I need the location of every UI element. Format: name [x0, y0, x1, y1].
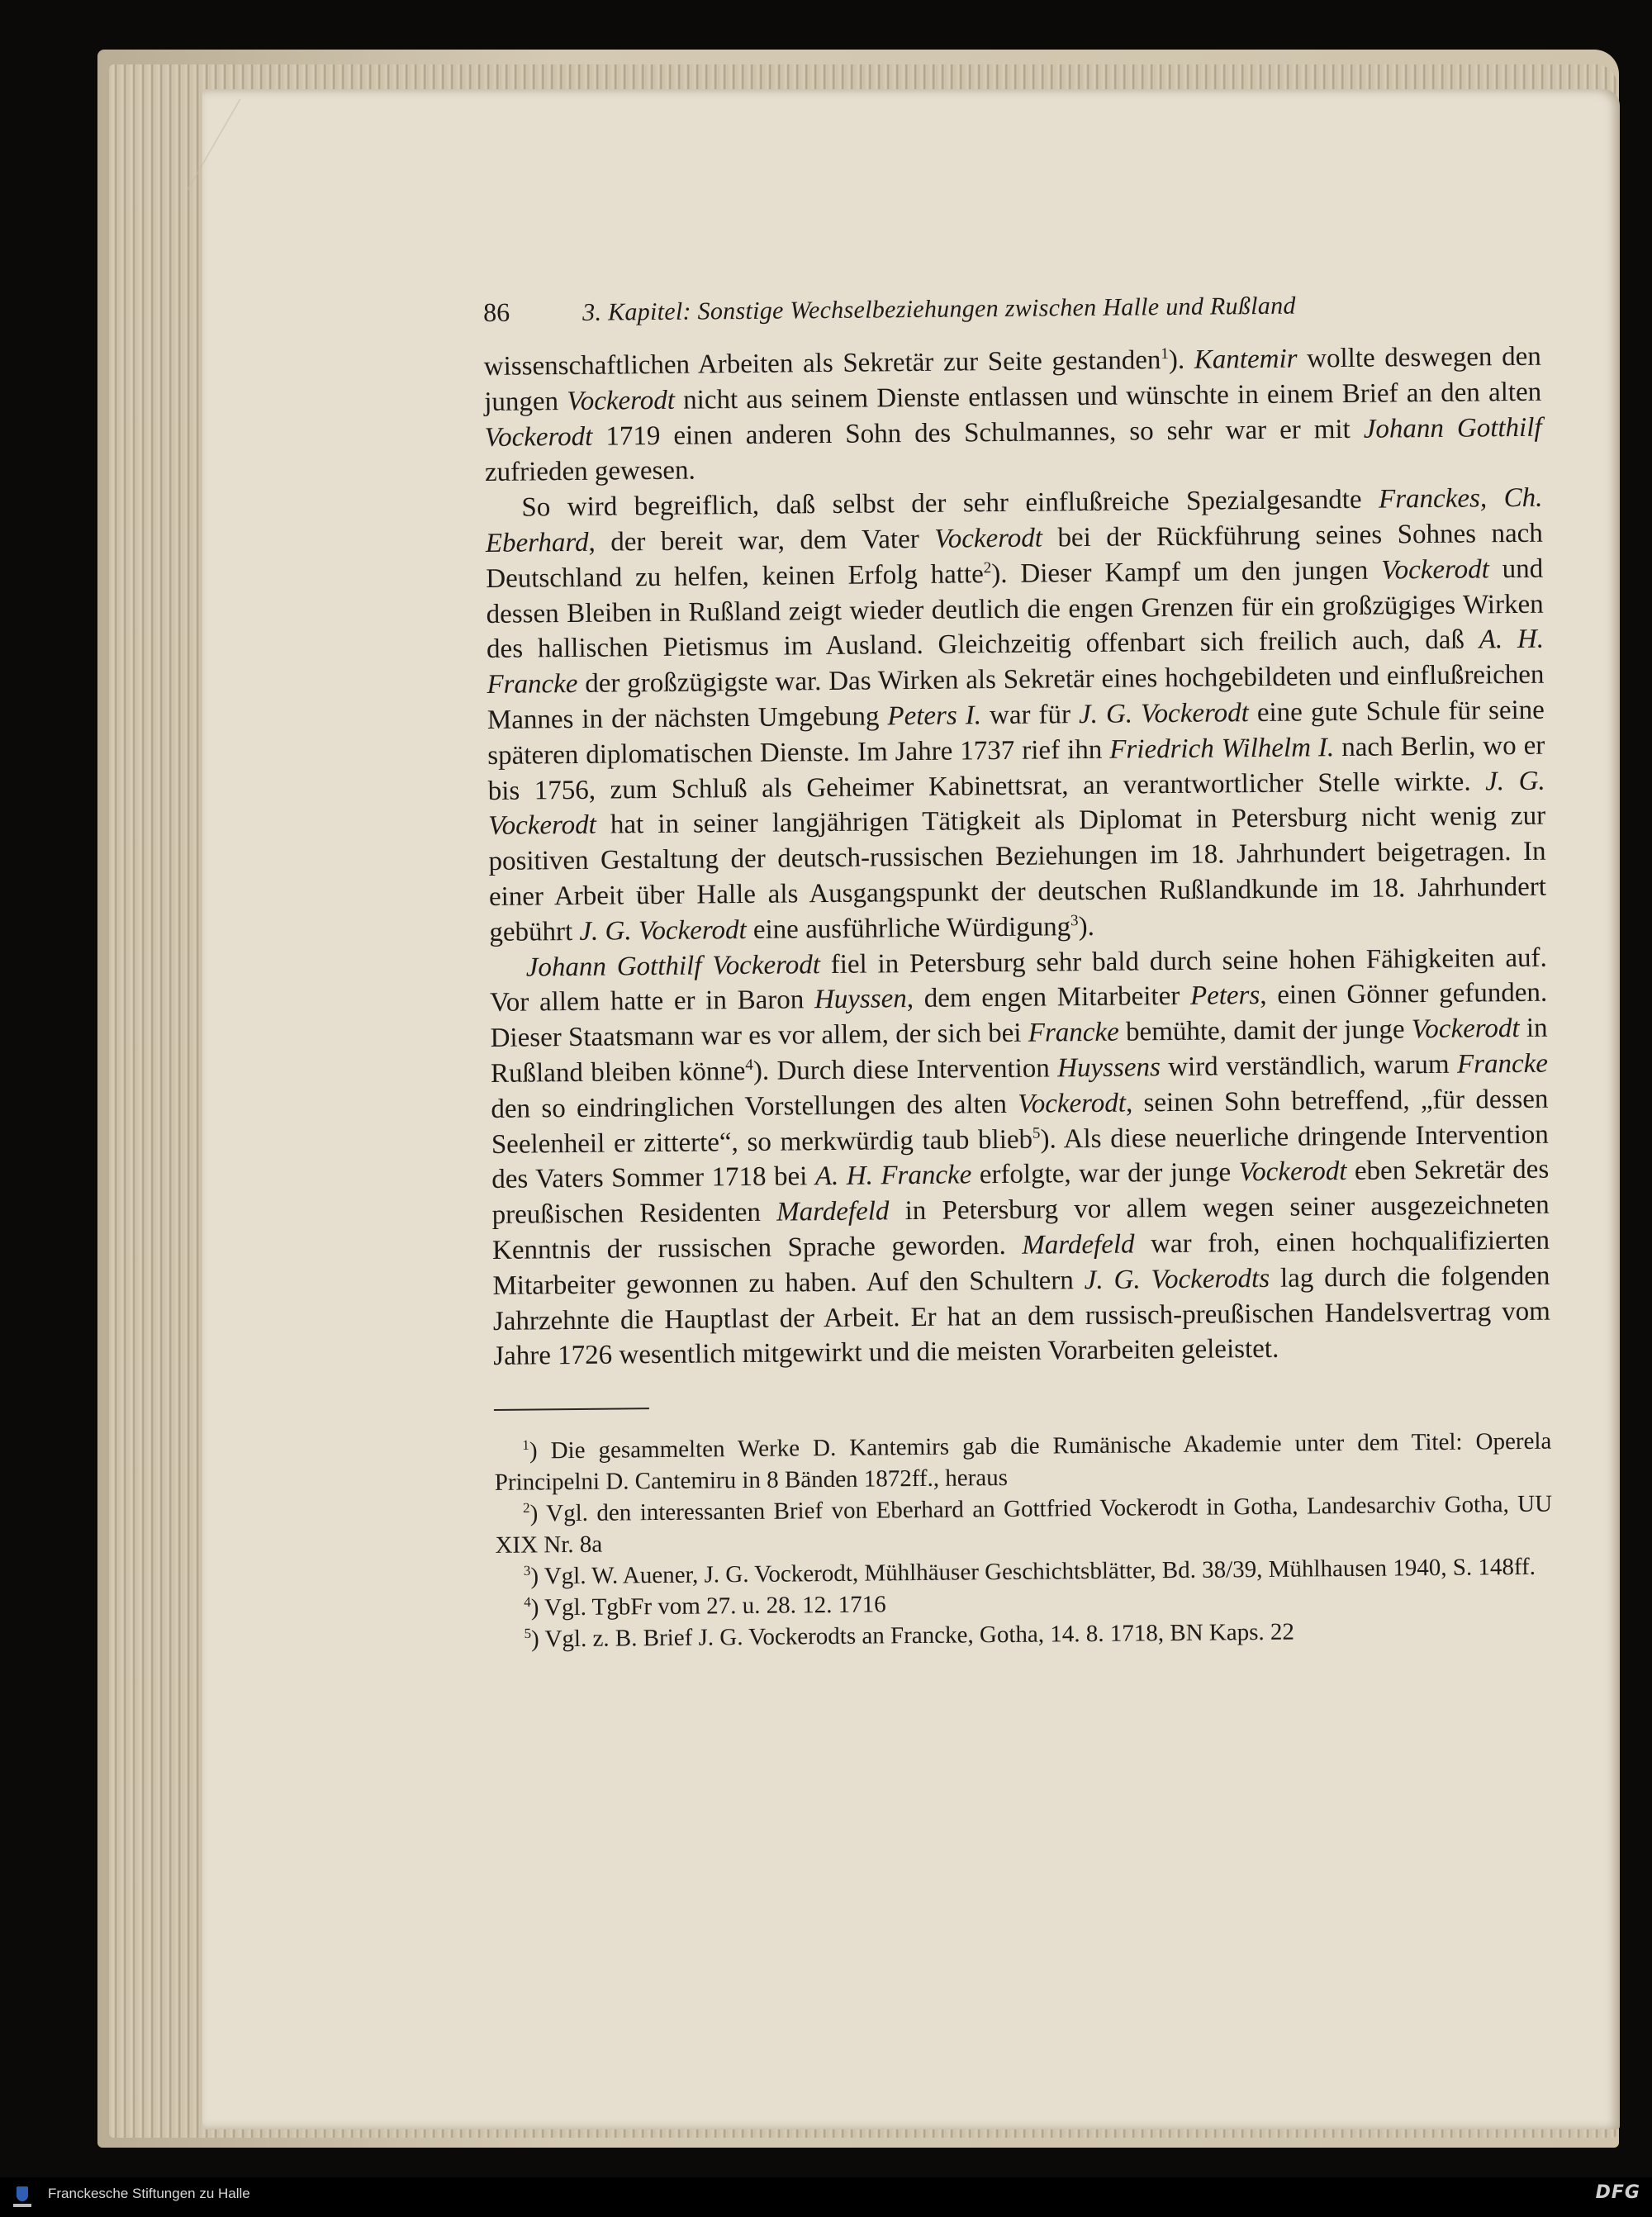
- italic-name: Franckes, Ch. Eberhard: [485, 482, 1543, 558]
- text-run: So wird begreiflich, daß selbst der sehr einflußreiche Spezialgesandte: [521, 484, 1379, 523]
- italic-name: Johann Gotthilf Vockerodt: [525, 949, 821, 983]
- italic-name: Mardefeld: [1022, 1229, 1135, 1260]
- text-run: erfolgte, war der junge: [971, 1157, 1239, 1190]
- italic-name: Vockerodt: [1238, 1156, 1347, 1188]
- text-run: 1719 einen anderen Sohn des Schulmannes, so sehr war er mit: [592, 414, 1364, 452]
- text-run: eine ausführliche Würdigung: [746, 911, 1071, 945]
- text-run: nicht aus seinem Dienste entlassen und wünschte in einem Brief an den alten: [674, 377, 1542, 415]
- italic-name: A. H. Francke: [487, 624, 1545, 700]
- text-run: ). Durch diese Intervention: [752, 1053, 1058, 1086]
- italic-name: Vockerodt: [934, 523, 1043, 554]
- paragraph: [484, 339, 1543, 491]
- text-run: fiel in Petersburg sehr bald durch seine hohen Fähigkeiten auf. Vor allem hatte er in Baron: [490, 942, 1547, 1018]
- text-run: zufrieden gewesen.: [484, 455, 695, 488]
- text-run: hat in seiner langjährigen Tätigkeit als Diplomat in Petersburg nicht wenig zur positiven Gestaltung der deutsch-russischen Beziehungen im 18. Jahrhundert beigetragen. In einer Arbeit über Halle als Ausgangspunkt der deutschen Rußlandkunde im 18. Jahrhundert gebührt: [488, 801, 1547, 947]
- library-crest-icon: [10, 2181, 35, 2212]
- italic-name: Vockerodt: [1411, 1014, 1520, 1045]
- italic-name: Friedrich Wilhelm I.: [1109, 732, 1335, 765]
- footnote-number: 2: [522, 1499, 530, 1517]
- body-text: [484, 339, 1551, 1374]
- text-run: war froh, einen hochqualifizierten Mitarbeiter gewonnen zu haben. Auf den Schultern: [492, 1225, 1550, 1301]
- text-run: wollte deswegen den jungen: [484, 341, 1541, 417]
- italic-name: Vockerodt: [1380, 554, 1490, 586]
- text-run: nach Berlin, wo er bis 1756, zum Schluß als Geheimer Kabinettsrat, an verantwortlicher Stelle wirkte.: [487, 730, 1545, 806]
- text-run: ). Dieser Kampf um den jungen: [991, 555, 1382, 589]
- text-run: und dessen Bleiben in Rußland zeigt wieder deutlich die engen Grenzen für ein großzügiges Wirken des hallischen Pietismus im Ausland. Gleichzeitig offenbart sich freilich auch, daß: [486, 553, 1544, 665]
- italic-name: Vockerodt: [484, 421, 593, 453]
- text-run: wird verständlich, warum: [1160, 1049, 1458, 1083]
- text-run: bei der Rückführung seines Sohnes nach Deutschland zu helfen, keinen Erfolg hatte: [486, 518, 1543, 594]
- library-name: Franckesche Stiftungen zu Halle: [48, 2186, 250, 2201]
- footnote-text: ) Vgl. z. B. Brief J. G. Vockerodts an Francke, Gotha, 14. 8. 1718, BN Kaps. 22: [530, 1618, 1295, 1653]
- text-run: war für: [980, 700, 1080, 731]
- italic-name: J. G. Vockerodt: [1078, 698, 1249, 730]
- footnote: [494, 1426, 1552, 1498]
- text-run: wissenschaftlichen Arbeiten als Sekretär zur Seite gestanden: [483, 345, 1161, 382]
- paragraph: [485, 481, 1546, 951]
- italic-name: Vockerodt: [567, 385, 676, 416]
- paragraph: [490, 940, 1551, 1374]
- footnote-text: ) Vgl. W. Auener, J. G. Vockerodt, Mühlhäuser Geschichtsblätter, Bd. 38/39, Mühlhausen 1940, S. 148ff.: [530, 1553, 1536, 1590]
- footnote-marker: 5: [1032, 1124, 1041, 1142]
- footnote-marker: 2: [983, 558, 992, 577]
- text-run: ). Als diese neuerliche dringende Intervention des Vaters Sommer 1718 bei: [491, 1119, 1549, 1195]
- page-number: 86: [483, 297, 510, 327]
- text-run: ).: [1168, 344, 1194, 376]
- text-run: ).: [1078, 911, 1095, 942]
- italic-name: J. G. Vockerodts: [1084, 1263, 1270, 1295]
- text-run: den so eindringlichen Vorstellungen des alten: [491, 1089, 1018, 1124]
- footnote-number: 4: [524, 1593, 531, 1611]
- italic-name: Francke: [1456, 1048, 1549, 1080]
- text-run: in Rußland bleiben könne: [490, 1013, 1548, 1089]
- text-run: eine gute Schule für seine späteren diplomatischen Dienste. Im Jahre 1737 rief ihn: [487, 695, 1545, 771]
- italic-name: J. G. Vockerodt: [579, 914, 747, 947]
- footnote-text: ) Vgl. TgbFr vom 27. u. 28. 12. 1716: [530, 1591, 886, 1621]
- footnotes: [494, 1426, 1553, 1655]
- footnote-marker: 4: [745, 1056, 753, 1074]
- text-block: [483, 287, 1554, 1655]
- text-run: , einen Gönner gefunden. Dieser Staatsmann war es vor allem, der sich bei: [490, 978, 1548, 1054]
- text-run: der großzügigste war. Das Wirken als Sekretär eines hochgebildeten und einflußreichen Mannes in der nächsten Umgebung: [487, 659, 1545, 735]
- running-head-title: 3. Kapitel: Sonstige Wechselbeziehungen zwischen Halle und Rußland: [582, 292, 1296, 326]
- footnote-marker: 3: [1070, 911, 1079, 929]
- text-run: in Petersburg vor allem wegen seiner ausgezeichneten Kenntnis der russischen Sprache geworden.: [491, 1189, 1550, 1265]
- text-run: bemühte, damit der junge: [1118, 1014, 1412, 1047]
- italic-name: Francke: [1028, 1017, 1119, 1048]
- italic-name: Kantemir: [1194, 344, 1298, 375]
- text-run: lag durch die folgenden Jahrzehnte die Hauptlast der Arbeit. Er hat an dem russisch-preußischen Handelsvertrag vom Jahre 1726 wesentlich mitgewirkt und die meisten Vorarbeiten geleistet.: [492, 1260, 1551, 1372]
- text-run: , der bereit war, dem Vater: [588, 524, 935, 558]
- footnote-number: 5: [524, 1625, 532, 1642]
- dfg-logo: DFG: [1595, 2182, 1640, 2203]
- italic-name: Huyssen: [814, 984, 907, 1015]
- italic-name: A. H. Francke: [814, 1160, 972, 1192]
- text-run: , dem engen Mitarbeiter: [906, 981, 1191, 1014]
- footnote-text: ) Die gesammelten Werke D. Kantemirs gab die Rumänische Akademie unter dem Titel: Operela Principelni D. Cantemiru in 8 Bänden 1872ff., heraus: [494, 1427, 1552, 1497]
- text-run: , seinen Sohn betreffend, „für dessen Seelenheil er zitterte“, so merkwürdig taub blieb: [491, 1084, 1549, 1160]
- footnote-text: ) Vgl. den interessanten Brief von Eberhard an Gottfried Vockerodt in Gotha, Landesarchiv Gotha, UU XIX Nr. 8a: [495, 1490, 1553, 1559]
- italic-name: Johann Gotthilf: [1363, 412, 1542, 444]
- text-run: eben Sekretär des preußischen Residenten: [491, 1154, 1550, 1231]
- italic-name: J. G. Vockerodt: [487, 766, 1545, 842]
- footnote: [495, 1488, 1553, 1561]
- italic-name: Vockerodt: [1018, 1088, 1127, 1119]
- footnote-number: 3: [523, 1562, 531, 1579]
- footnote-marker: 1: [1161, 345, 1169, 363]
- footnote-rule: [494, 1408, 649, 1411]
- footnote-number: 1: [522, 1436, 529, 1454]
- italic-name: Mardefeld: [776, 1196, 890, 1227]
- italic-name: Huyssens: [1057, 1052, 1161, 1084]
- italic-name: Peters: [1189, 980, 1260, 1012]
- italic-name: Peters I.: [887, 700, 982, 732]
